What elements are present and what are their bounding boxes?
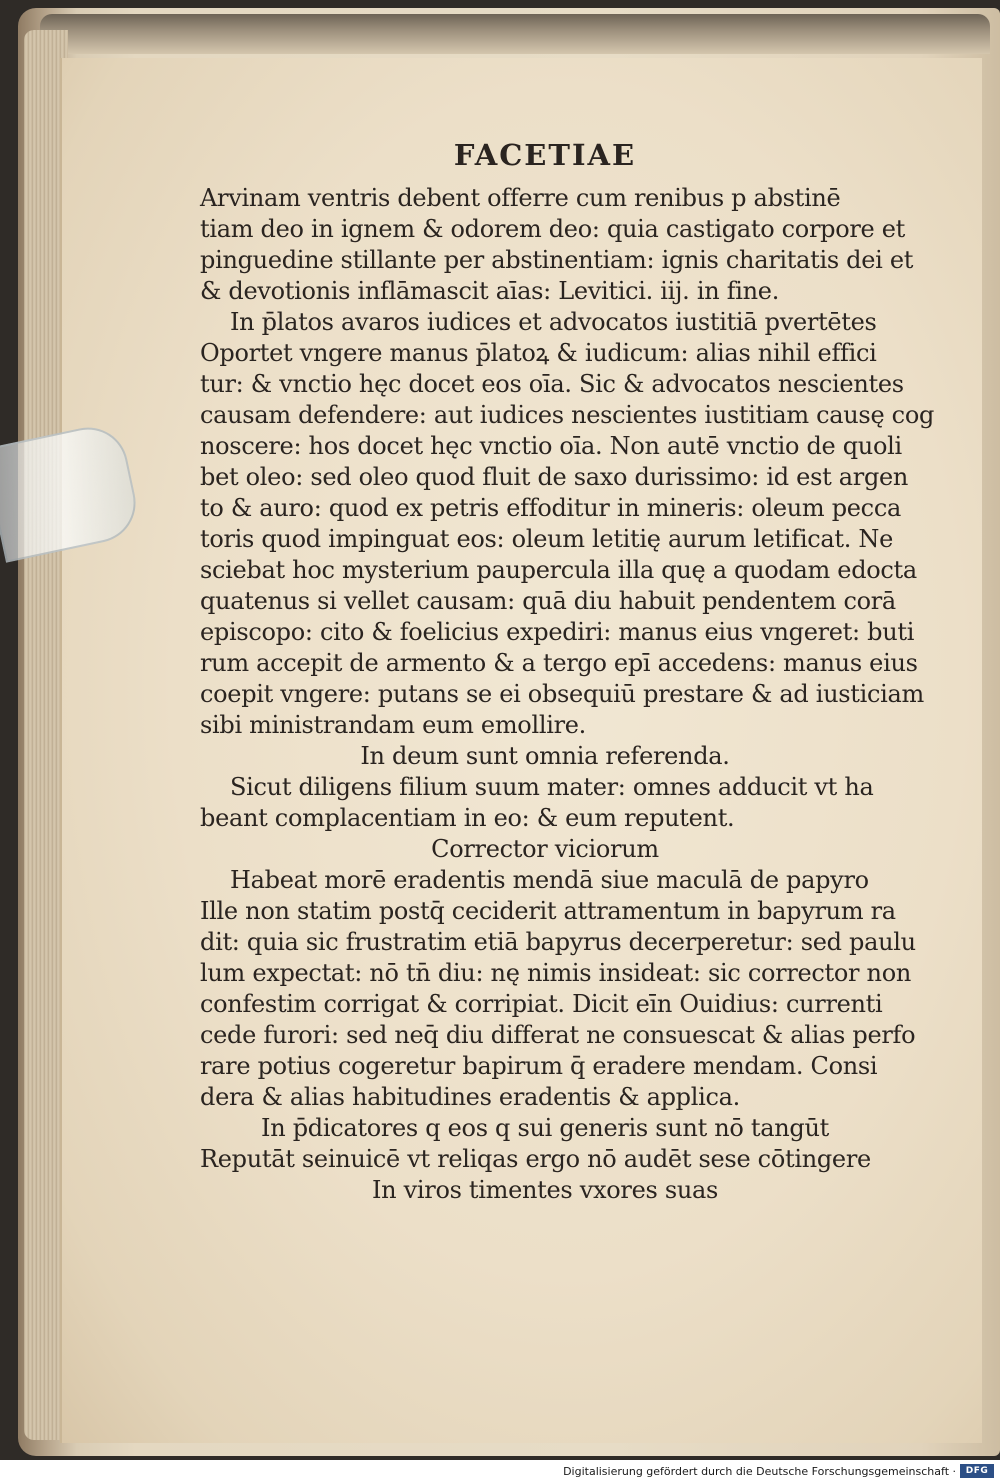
text-line: confestim corrigat & corripiat. Dicit eīn Ouidius: currenti (200, 990, 883, 1018)
text-line: rum accepit de armento & a tergo epī accedens: manus eius (200, 649, 918, 677)
text-line: Arvinam ventris debent offerre cum renibus p abstinē (200, 184, 841, 212)
text-line: episcopo: cito & foelicius expediri: manus eius vngeret: buti (200, 618, 915, 646)
section-heading: Corrector viciorum (431, 835, 659, 863)
text-line: sciebat hoc mysterium paupercula illa quę a quodam edocta (200, 556, 917, 584)
book-top-edge (40, 14, 990, 54)
text-line: tiam deo in ignem & odorem deo: quia castigato corpore et (200, 215, 905, 243)
section-heading: In p̄dicatores q eos q sui generis sunt nō tangūt (261, 1114, 829, 1142)
text-line: beant complacentiam in eo: & eum reputent. (200, 804, 735, 832)
text-line: dera & alias habitudines eradentis & applica. (200, 1083, 740, 1111)
text-line: causam defendere: aut iudices nescientes iustitiam causę cog (200, 401, 935, 429)
text-line: coepit vngere: putans se ei obsequiū prestare & ad iusticiam (200, 680, 924, 708)
text-line: lum expectat: nō tn̄ diu: nę nimis insideat: sic corrector non (200, 959, 912, 987)
text-line: Reputāt seinuicē vt reliqas ergo nō audēt sese cōtingere (200, 1145, 871, 1173)
text-line: Sicut diligens filium suum mater: omnes adducit vt ha (230, 773, 874, 801)
footer-bar (0, 1460, 1000, 1483)
text-line: Ille non statim postq̄ ceciderit attramentum in bapyrum ra (200, 897, 896, 925)
text-line: sibi ministrandam eum emollire. (200, 711, 586, 739)
text-line: bet oleo: sed oleo quod fluit de saxo durissimo: id est argen (200, 463, 909, 491)
text-line: noscere: hos docet hęc vnctio oīa. Non autē vnctio de quoli (200, 432, 902, 460)
text-line: quatenus si vellet causam: quā diu habuit pendentem corā (200, 587, 896, 615)
dfg-logo: DFG (960, 1464, 994, 1478)
text-line: Oportet vngere manus p̄latoꝝ & iudicum: alias nihil effici (200, 339, 877, 367)
text-line: to & auro: quod ex petris effoditur in mineris: oleum pecca (200, 494, 901, 522)
text-line: dit: quia sic frustratim etiā bapyrus decerperetur: sed paulu (200, 928, 916, 956)
text-line: & devotionis inflāmascit aīas: Levitici. iij. in fine. (200, 277, 780, 305)
text-line: cede furori: sed neq̄ diu differat ne consuescat & alias perfo (200, 1021, 916, 1049)
text-lines (200, 183, 935, 1206)
text-line: rare potius cogeretur bapirum q̄ eradere mendam. Consi (200, 1052, 878, 1080)
section-heading: In deum sunt omnia referenda. (360, 742, 730, 770)
text-line: tur: & vnctio hęc docet eos oīa. Sic & advocatos nescientes (200, 370, 904, 398)
text-block (200, 138, 935, 1206)
footer-credit: Digitalisierung gefördert durch die Deutsche Forschungsgemeinschaft · (563, 1465, 956, 1478)
text-line: pinguedine stillante per abstinentiam: ignis charitatis dei et (200, 246, 914, 274)
section-heading: In viros timentes vxores suas (371, 1176, 719, 1204)
running-head: FACETIAE (453, 138, 637, 172)
text-line: toris quod impinguat eos: oleum letitię aurum letificat. Ne (200, 525, 893, 553)
text-line: Habeat morē eradentis mendā siue maculā de papyro (230, 866, 869, 894)
section-heading: In p̄latos avaros iudices et advocatos iustitiā pvertētes (230, 308, 877, 336)
